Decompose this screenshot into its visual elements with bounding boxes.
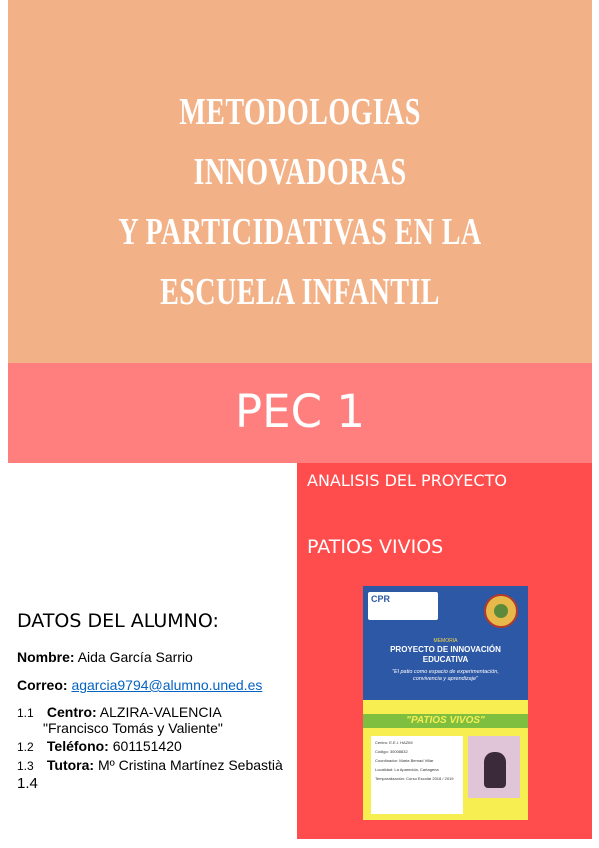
- email-label: Correo:: [17, 677, 68, 693]
- tutor-value: Mº Cristina Martínez Sebastià: [97, 757, 283, 773]
- student-name-row: [17, 649, 193, 665]
- name-value: Aida García Sarrio: [77, 649, 193, 665]
- item-number: 1.1: [17, 706, 34, 720]
- cover-header: [363, 586, 528, 700]
- cover-photo: [468, 736, 520, 798]
- title-line-3: ESCUELA INFANTIL: [160, 271, 440, 313]
- item-number: 1.3: [17, 759, 34, 773]
- school-seal-icon: [484, 594, 518, 628]
- cover-info-item: Temporalización: Curso Escolar 2018 / 2019: [375, 776, 454, 781]
- phone-row: [17, 738, 182, 754]
- centro-school-value: "Francisco Tomás y Valiente": [43, 720, 223, 736]
- cover-info-item: Código: 30008832: [375, 749, 408, 754]
- name-label: Nombre:: [17, 649, 75, 665]
- cover-subtitle: "El patio como espacio de experimentación, convivencia y aprendizaje": [392, 669, 499, 682]
- item-1-4-row: [17, 775, 38, 792]
- cover-info-item: Localidad: La Aparecida, Cartagena: [375, 767, 439, 772]
- title-line-2: Y PARTICIDATIVAS EN LA: [118, 211, 482, 253]
- item-number: 1.4: [17, 775, 38, 792]
- item-number: 1.2: [17, 740, 34, 754]
- child-figure-icon: [484, 752, 506, 788]
- centro-label: Centro:: [46, 704, 97, 720]
- pec-label: PEC 1: [235, 385, 365, 438]
- cover-info-box: [371, 736, 463, 814]
- centro-value: ALZIRA-VALENCIA: [99, 704, 222, 720]
- cover-info-item: Centro: E.E.I. HAZIM: [375, 740, 413, 745]
- cover-info-item: Coordinador: Marta Bernad Villar: [375, 758, 434, 763]
- tutor-row: [17, 757, 283, 773]
- project-cover-image: [363, 586, 528, 820]
- seal-tree-icon: [494, 604, 508, 618]
- student-email-row: [17, 677, 262, 693]
- title-line-1: METODOLOGIAS INNOVADORAS: [179, 91, 421, 193]
- centro-row: [17, 704, 222, 720]
- email-link[interactable]: agarcia9794@alumno.uned.es: [71, 677, 263, 693]
- document-title: [84, 82, 516, 322]
- phone-value: 601151420: [112, 738, 182, 754]
- panel-analysis-label: ANALISIS DEL PROYECTO: [307, 471, 507, 490]
- cover-banner: "PATIOS VIVOS": [363, 714, 528, 728]
- panel-project-name: PATIOS VIVIOS: [307, 536, 444, 558]
- cpr-logo: CPR: [368, 592, 438, 620]
- phone-label: Teléfono:: [46, 738, 109, 754]
- tutor-label: Tutora:: [46, 757, 95, 773]
- cover-memoria: MEMORIA: [433, 638, 458, 644]
- cover-heading: PROYECTO DE INNOVACIÓN EDUCATIVA: [390, 645, 501, 664]
- student-data-heading: DATOS DEL ALUMNO:: [17, 610, 219, 632]
- centro-school-row: [43, 720, 223, 736]
